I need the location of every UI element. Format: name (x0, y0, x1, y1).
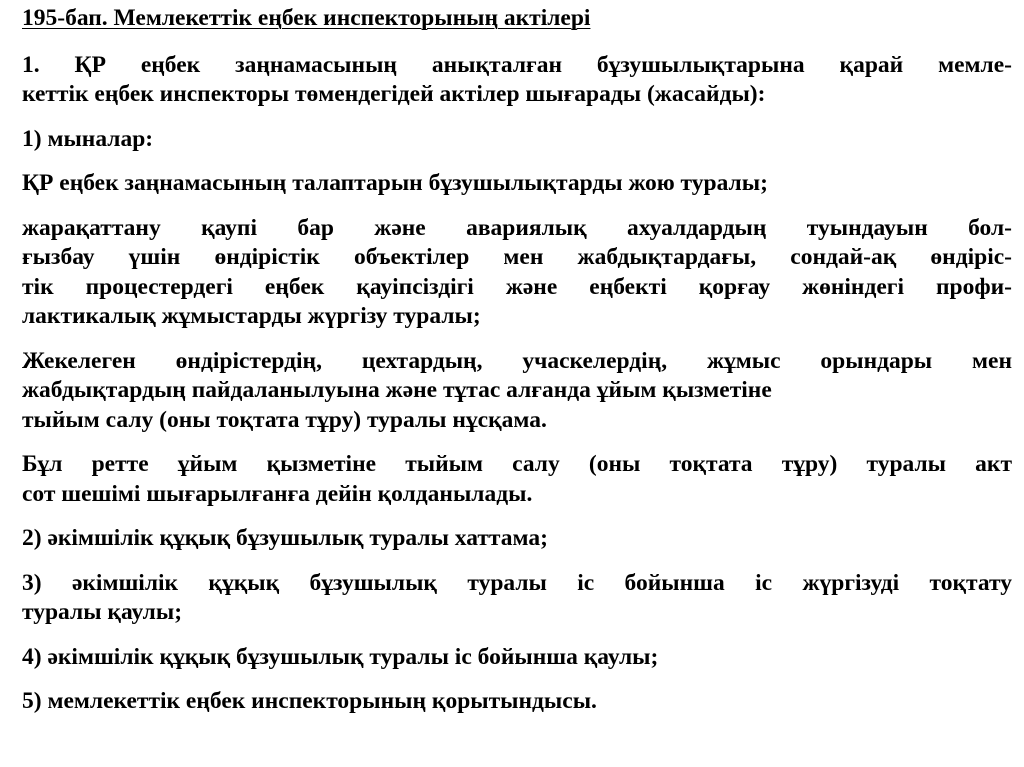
text-line: 1) мыналар: (22, 125, 154, 152)
paragraph (22, 347, 1012, 436)
text-line: Жекелеген өндірістердің, цехтардың, учаскелердің, жұмыс орындары мен (22, 347, 1012, 374)
text-line: Бұл ретте ұйым қызметіне тыйым салу (оны тоқтата тұру) туралы акт (22, 451, 1012, 477)
text-line: лактикалық жұмыстарды жүргізу туралы; (22, 303, 481, 329)
paragraph (22, 569, 1012, 628)
text-line: жарақаттану қаупі бар және авариялық ахуалдардың туындауын бол- (22, 214, 1012, 241)
article-body (22, 51, 1012, 717)
paragraph (22, 169, 1012, 199)
text-line: кеттік еңбек инспекторы төмендегідей актілер шығарады (жасайды): (22, 81, 766, 107)
paragraph (22, 687, 1012, 717)
text-line: жабдықтардың пайдаланылуына және тұтас алғанда ұйым қызметіне (22, 377, 772, 403)
text-line: 5) мемлекеттік еңбек инспекторының қорытындысы. (22, 688, 597, 714)
paragraph (22, 524, 1012, 554)
text-line: 4) әкімшілік құқық бұзушылық туралы іс бойынша қаулы; (22, 643, 659, 670)
article-heading: 195-бап. Мемлекеттік еңбек инспекторының актілері (22, 5, 591, 31)
text-line: ҚР еңбек заңнамасының талаптарын бұзушылықтарды жою туралы; (22, 170, 768, 196)
paragraph (22, 450, 1012, 509)
document-slide (22, 4, 1012, 732)
paragraph (22, 214, 1012, 332)
text-line: 1. ҚР еңбек заңнамасының анықталған бұзушылықтарына қарай мемле- (22, 51, 1012, 78)
paragraph (22, 51, 1012, 110)
paragraph (22, 125, 1012, 155)
text-line: тыйым салу (оны тоқтата тұру) туралы нұсқама. (22, 406, 547, 433)
text-line: 3) әкімшілік құқық бұзушылық туралы іс бойынша іс жүргізуді тоқтату (22, 569, 1012, 596)
text-line: туралы қаулы; (22, 599, 183, 625)
text-line: сот шешімі шығарылғанға дейін қолданылады. (22, 480, 533, 507)
text-line: ғызбау үшін өндірістік объектілер мен жабдықтардағы, сондай-ақ өндіріс- (22, 244, 1012, 270)
text-line: 2) әкімшілік құқық бұзушылық туралы хаттама; (22, 525, 548, 551)
text-line: тік процестердегі еңбек қауіпсіздігі және еңбекті қорғау жөніндегі профи- (22, 273, 1012, 300)
paragraph (22, 643, 1012, 673)
